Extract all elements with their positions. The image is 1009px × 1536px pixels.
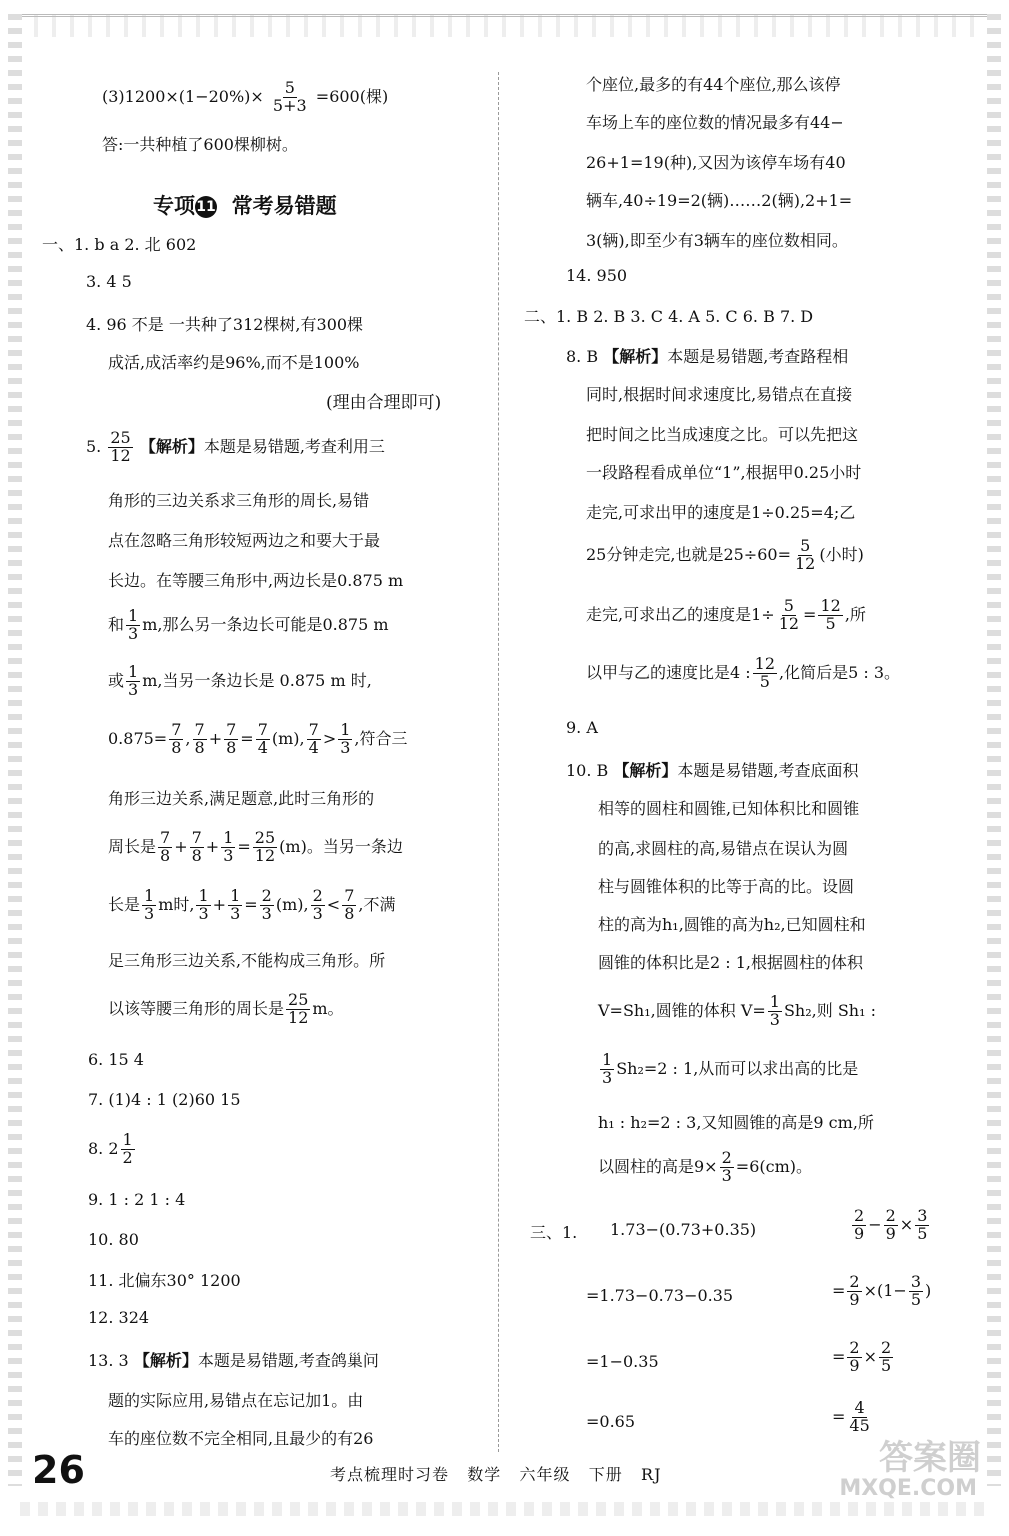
answer-line: (3)1200×(1−20%)× $\frac{5}{5+3}$ =600(棵) <box>102 78 389 115</box>
page-border-top <box>20 14 989 37</box>
calc-label: 三、1. <box>530 1223 578 1242</box>
answer-line: 车场上车的座位数的情况最多有44− <box>586 113 844 132</box>
analysis-tag: 【解析】 <box>603 347 668 366</box>
answer-line: 柱与圆锥体积的比等于高的比。设圆 <box>598 877 855 896</box>
answer-line: 以该等腰三角形的周长是 $\frac{25}{12}$ m。 <box>108 990 344 1027</box>
section-title: 专项11 常考易错题 <box>153 194 337 218</box>
calc-step: =0.65 <box>586 1412 636 1431</box>
answer-line: 8. B 【解析】本题是易错题,考查路程相 <box>566 347 849 366</box>
answer-line: 答:一共种植了600棵柳树。 <box>102 135 298 154</box>
answer-line: 角形的三边关系求三角形的周长,易错 <box>108 491 370 510</box>
answer-line: 8. 2 $\frac{1}{2}$ <box>88 1130 133 1167</box>
analysis-tag: 【解析】 <box>133 1351 198 1370</box>
answer-line: 辆车,40÷19=2(辆)……2(辆),2+1= <box>586 191 853 210</box>
answer-line: 点在忽略三角形较短两边之和要大于最 <box>108 531 381 550</box>
answer-line: 26+1=19(种),又因为该停车场有40 <box>586 153 846 172</box>
answer-line: 和 $\frac{1}{3}$ m,那么另一条边长可能是0.875 m <box>108 606 389 643</box>
answer-line: 把时间之比当成速度之比。可以先把这 <box>586 425 859 444</box>
answer-line: 10. B 【解析】本题是易错题,考查底面积 <box>566 761 859 780</box>
page-border-left <box>8 14 22 1486</box>
answer-line: 以圆柱的高是9× $\frac{2}{3}$ =6(cm)。 <box>598 1148 812 1185</box>
calc-step: = $\frac{2}{9}$ ×(1− $\frac{3}{5}$ ) <box>832 1272 932 1309</box>
answer-line: 或 $\frac{1}{3}$ m,当另一条边长是 0.875 m 时, <box>108 662 372 699</box>
calc-step: $\frac{2}{9}$ − $\frac{2}{9}$ × $\frac{3}{5}$ <box>854 1206 928 1243</box>
answer-line: 25分钟走完,也就是25÷60= $\frac{5}{12}$ (小时) <box>586 536 864 573</box>
answer-note: (理由合理即可) <box>326 393 442 413</box>
answer-line: 12. 324 <box>88 1308 150 1327</box>
answer-line: $\frac{1}{3}$ Sh₂=2 : 1,从而可以求出高的比是 <box>602 1050 859 1087</box>
page-number: 26 <box>32 1448 85 1492</box>
answer-line: 长是 $\frac{1}{3}$ m时, $\frac{1}{3}$ + $\frac{1}{3}$ = $\frac{2}{3}$ (m), $\frac{2}{3}$ < $\frac{7}{8}$ ,不满 <box>108 886 396 923</box>
calc-step: = $\frac{4}{45}$ <box>832 1398 870 1435</box>
answer-line: 9. 1 : 2 1 : 4 <box>88 1190 186 1209</box>
column-divider <box>498 72 499 1452</box>
answer-line: 走完,可求出乙的速度是1÷ $\frac{5}{12}$ = $\frac{12}{5}$ ,所 <box>586 596 866 633</box>
answer-line: 3. 4 5 <box>86 272 132 291</box>
answer-line: 6. 15 4 <box>88 1050 144 1069</box>
answer-line: 题的实际应用,易错点在忘记加1。由 <box>108 1391 364 1410</box>
answer-line: 同时,根据时间求速度比,易错点在直接 <box>586 385 853 404</box>
analysis-tag: 【解析】 <box>613 761 678 780</box>
answer-line: 9. A <box>566 718 598 737</box>
answer-line: 14. 950 <box>566 266 628 285</box>
answer-line: 4. 96 不是 一共种了312棵树,有300棵 <box>86 315 364 334</box>
page-border-right <box>987 14 1001 1486</box>
footer-title: 考点梳理时习卷 数学 六年级 下册 RJ <box>330 1465 662 1484</box>
answer-line: 的高,求圆柱的高,易错点在误认为圆 <box>598 839 849 858</box>
section-number-badge: 11 <box>195 196 217 218</box>
answer-line: h₁ : h₂=2 : 3,又知圆锥的高是9 cm,所 <box>598 1113 874 1132</box>
fraction: $\frac{5}{5+3}$ <box>272 78 307 115</box>
answer-line: 成活,成活率约是96%,而不是100% <box>108 353 360 372</box>
answer-line: 相等的圆柱和圆锥,已知体积比和圆锥 <box>598 799 860 818</box>
calc-step: = $\frac{2}{9}$ × $\frac{2}{5}$ <box>832 1338 892 1375</box>
answer-line: 一、1. b a 2. 北 602 <box>42 235 197 254</box>
answer-line: 长边。在等腰三角形中,两边长是0.875 m <box>108 571 404 590</box>
answer-line: 走完,可求出甲的速度是1÷0.25=4;乙 <box>586 503 856 522</box>
answer-line: 以甲与乙的速度比是4 : $\frac{12}{5}$ ,化简后是5 : 3。 <box>586 654 901 691</box>
answer-line: 3(辆),即至少有3辆车的座位数相同。 <box>586 231 848 250</box>
answer-line: 一段路程看成单位“1”,根据甲0.25小时 <box>586 463 862 482</box>
calc-step: 1.73−(0.73+0.35) <box>610 1220 757 1239</box>
analysis-tag: 【解析】 <box>139 436 204 456</box>
answer-line: 10. 80 <box>88 1230 139 1249</box>
watermark-logo: 答案圈 MXQE.COM <box>839 1438 981 1501</box>
calc-step: =1−0.35 <box>586 1352 659 1371</box>
answer-line: 个座位,最多的有44个座位,那么该停 <box>586 75 841 94</box>
answer-line: 5. $\frac{25}{12}$ 【解析】本题是易错题,考查利用三 <box>86 428 385 465</box>
answer-line: 13. 3 【解析】本题是易错题,考查鸽巢问 <box>88 1351 379 1370</box>
calc-step: =1.73−0.73−0.35 <box>586 1286 734 1305</box>
answer-line: 圆锥的体积比是2 : 1,根据圆柱的体积 <box>598 953 864 972</box>
answer-line: 周长是 $\frac{7}{8}$ + $\frac{7}{8}$ + $\frac{1}{3}$ = $\frac{25}{12}$ (m)。当另一条边 <box>108 828 403 865</box>
answer-line: 7. (1)4 : 1 (2)60 15 <box>88 1090 241 1109</box>
answer-line: 角形三边关系,满足题意,此时三角形的 <box>108 789 375 808</box>
answer-line: 11. 北偏东30° 1200 <box>88 1271 241 1290</box>
answer-line: 0.875= $\frac{7}{8}$ , $\frac{7}{8}$ + $\frac{7}{8}$ = $\frac{7}{4}$ (m), $\frac{7}{4}$ > $\frac{1}{3}$ ,符合三 <box>108 720 408 757</box>
answer-line: 柱的高为h₁,圆锥的高为h₂,已知圆柱和 <box>598 915 866 934</box>
answer-line: 二、1. B 2. B 3. C 4. A 5. C 6. B 7. D <box>524 307 814 326</box>
answer-line: V=Sh₁,圆锥的体积 V= $\frac{1}{3}$ Sh₂,则 Sh₁ : <box>598 992 876 1029</box>
answer-line: 车的座位数不完全相同,且最少的有26 <box>108 1429 374 1448</box>
answer-line: 足三角形三边关系,不能构成三角形。所 <box>108 951 386 970</box>
